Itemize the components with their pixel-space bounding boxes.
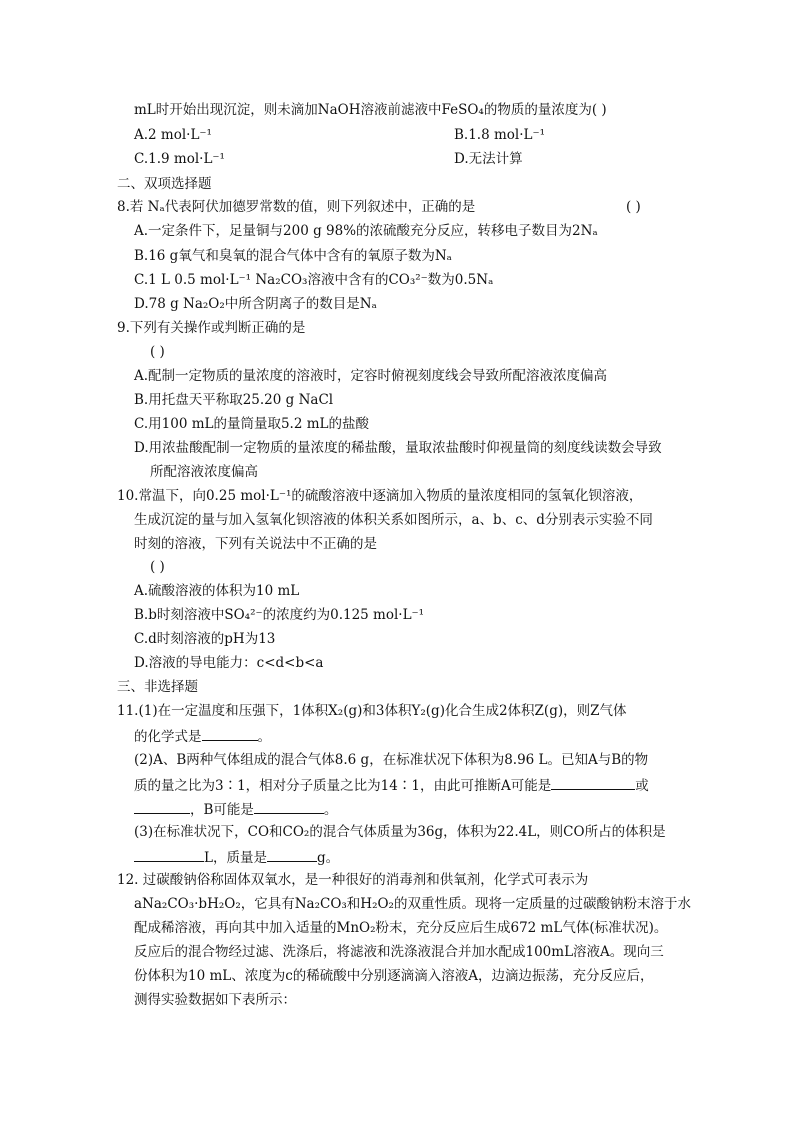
q9-answer-bracket: ( ) (150, 344, 165, 360)
q12-line5: 份体积为10 mL、浓度为c的稀硫酸中分别逐滴滴入溶液A，边滴边振荡，充分反应后， (134, 968, 654, 984)
q11-part3-line1: (3)在标准状况下，CO和CO₂的混合气体质量为36g，体积为22.4L，则CO所占的体积是 (134, 824, 666, 840)
q10-stem-line3: 时刻的溶液，下列有关说法中不正确的是 (134, 536, 377, 552)
q10-answer-bracket: ( ) (150, 559, 165, 575)
q11-part2-line1: (2)A、B两种气体组成的混合气体8.6 g，在标准状况下体积为8.96 L。已知A与B的物 (134, 752, 649, 768)
answer-blank[interactable] (254, 799, 324, 814)
q9-option-d-line1: D.用浓盐酸配制一定物质的量浓度的稀盐酸，量取浓盐酸时仰视量筒的刻度线读数会导致 (134, 440, 662, 456)
q10-stem-line2: 生成沉淀的量与加入氢氧化钡溶液的体积关系如图所示，a、b、c、d分别表示实验不同 (134, 512, 653, 528)
q11-part3-text-b: g。 (316, 850, 340, 866)
q11-part2-text-b: 或 (635, 778, 649, 794)
q12-line3: 配成稀溶液，再向其中加入适量的MnO₂粉末，充分反应后生成672 mL气体(标准状况)。 (134, 920, 668, 936)
q7-option-c: C.1.9 mol·L⁻¹ (134, 151, 225, 167)
q11-part2-line3 (134, 799, 337, 819)
q11-part1-line2 (134, 726, 271, 746)
q8-answer-bracket: ( ) (626, 199, 641, 215)
answer-blank[interactable] (551, 775, 635, 790)
q8-option-c: C.1 L 0.5 mol·L⁻¹ Na₂CO₃溶液中含有的CO₃²⁻数为0.5Nₐ (134, 272, 494, 288)
q9-option-d-line2: 所配溶液浓度偏高 (150, 464, 258, 480)
q12-line1: 12. 过碳酸钠俗称固体双氧水，是一种很好的消毒剂和供氧剂，化学式可表示为 (117, 872, 589, 888)
q10-option-d: D.溶液的导电能力：c<d<b<a (134, 655, 324, 671)
answer-blank[interactable] (202, 726, 258, 741)
q8-option-a: A.一定条件下，足量铜与200 g 98%的浓硫酸充分反应，转移电子数目为2Nₐ (134, 223, 598, 239)
q11-part2-line2 (134, 775, 649, 795)
q9-option-b: B.用托盘天平称取25.20 g NaCl (134, 392, 334, 408)
q10-option-c: C.d时刻溶液的pH为13 (134, 631, 276, 647)
q11-part1-text: 的化学式是 (134, 729, 202, 745)
q10-option-a: A.硫酸溶液的体积为10 mL (134, 583, 300, 599)
q11-part1-end: 。 (257, 729, 271, 745)
q9-stem: 9.下列有关操作或判断正确的是 (117, 320, 306, 336)
q7-stem-tail: mL时开始出现沉淀，则未滴加NaOH溶液前滤液中FeSO₄的物质的量浓度为( ) (134, 102, 607, 118)
q9-option-c: C.用100 mL的量筒量取5.2 mL的盐酸 (134, 416, 369, 432)
answer-blank[interactable] (267, 847, 317, 862)
q8-stem: 8.若 Nₐ代表阿伏加德罗常数的值，则下列叙述中，正确的是 (117, 199, 476, 215)
q12-line4: 反应后的混合物经过滤、洗涤后，将滤液和洗涤液混合并加水配成100mL溶液A。现向三 (134, 944, 664, 960)
q11-part2-text-c: ，B可能是 (190, 802, 254, 818)
q11-part2-text-d: 。 (323, 802, 338, 818)
section-heading: 三、非选择题 (117, 679, 198, 695)
answer-blank[interactable] (134, 847, 204, 862)
q11-part1-line1: 11.(1)在一定温度和压强下，1体积X₂(g)和3体积Y₂(g)化合生成2体积Z(g)，则Z气体 (117, 703, 627, 719)
q8-option-d: D.78 g Na₂O₂中所含阴离子的数目是Nₐ (134, 296, 377, 312)
q11-part3-text-a: L，质量是 (204, 850, 267, 866)
q10-option-b: B.b时刻溶液中SO₄²⁻的浓度约为0.125 mol·L⁻¹ (134, 607, 425, 623)
q9-option-a: A.配制一定物质的量浓度的溶液时，定容时俯视刻度线会导致所配溶液浓度偏高 (134, 368, 608, 384)
q7-option-d: D.无法计算 (454, 151, 523, 167)
section-heading: 二、双项选择题 (117, 176, 212, 192)
q11-part3-line2 (134, 847, 339, 867)
q8-option-b: B.16 g氧气和臭氧的混合气体中含有的氧原子数为Nₐ (134, 248, 452, 264)
q7-option-b: B.1.8 mol·L⁻¹ (454, 127, 546, 143)
q12-line6: 测得实验数据如下表所示： (134, 992, 296, 1008)
q11-part2-text-a: 质的量之比为3∶1，相对分子质量之比为14∶1，由此可推断A可能是 (134, 778, 552, 794)
q12-line2: aNa₂CO₃·bH₂O₂，它具有Na₂CO₃和H₂O₂的双重性质。现将一定质量的过碳酸钠粉末溶于水 (134, 896, 691, 912)
answer-blank[interactable] (134, 799, 190, 814)
q7-option-a: A.2 mol·L⁻¹ (134, 127, 212, 143)
q10-stem-line1: 10.常温下，向0.25 mol·L⁻¹的硫酸溶液中逐滴加入物质的量浓度相同的氢氧化钡溶液， (117, 488, 643, 504)
